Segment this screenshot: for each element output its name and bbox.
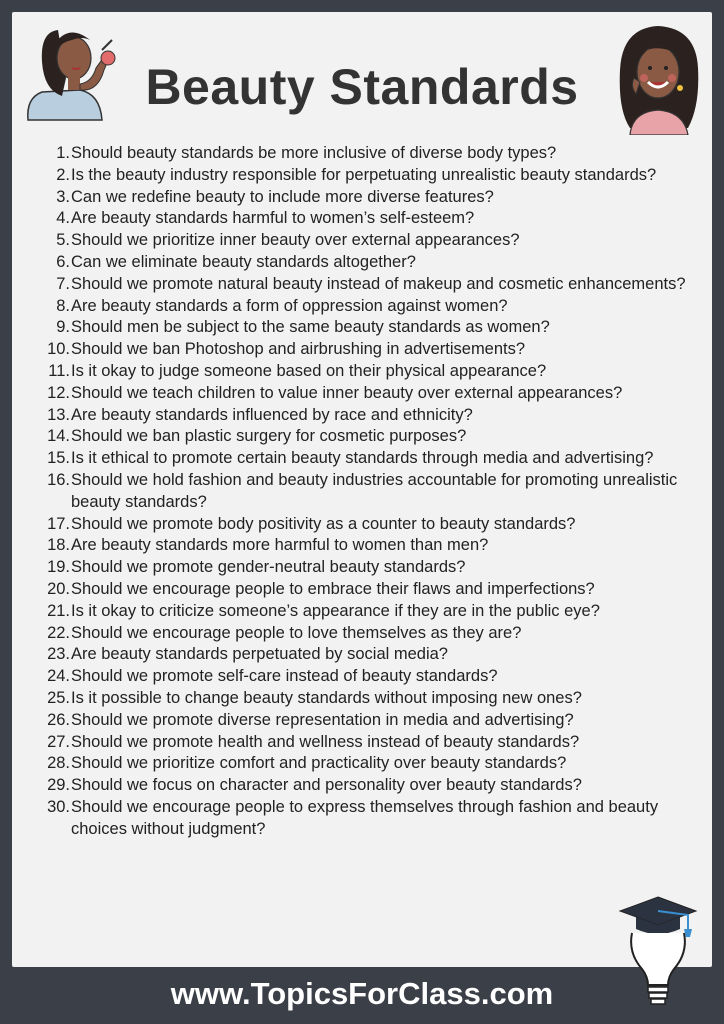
question-number: 19. — [47, 558, 70, 577]
question-text: Should we teach children to value inner beauty over external appearances? — [71, 383, 623, 402]
question-text: Are beauty standards more harmful to women than men? — [71, 536, 489, 555]
question-item — [40, 775, 700, 797]
question-text: Is it okay to judge someone based on their physical appearance? — [71, 361, 547, 380]
question-item — [40, 143, 700, 165]
question-text: Should we promote gender-neutral beauty standards? — [71, 558, 466, 577]
question-text: Are beauty standards perpetuated by social media? — [71, 645, 448, 664]
question-number: 18. — [47, 536, 70, 555]
question-number: 21. — [47, 601, 70, 620]
question-item — [40, 274, 700, 296]
question-item — [40, 579, 700, 601]
question-item — [40, 448, 700, 470]
question-text: Should we ban Photoshop and airbrushing in advertisements? — [71, 340, 526, 359]
question-text: Should we promote health and wellness instead of beauty standards? — [71, 732, 580, 751]
question-number: 1. — [56, 144, 70, 162]
question-number: 12. — [47, 383, 70, 402]
question-number: 23. — [47, 645, 70, 664]
question-text: Are beauty standards a form of oppression against women? — [71, 296, 508, 315]
question-item — [40, 296, 700, 318]
page-title: Beauty Standards — [145, 59, 579, 115]
question-number: 5. — [56, 231, 70, 250]
question-number: 2. — [56, 165, 70, 184]
question-text: Should we promote diverse representation in media and advertising? — [71, 710, 574, 729]
question-number: 3. — [56, 187, 70, 206]
question-text: Can we redefine beauty to include more diverse features? — [71, 187, 494, 206]
question-item — [40, 317, 700, 339]
question-item — [40, 383, 700, 405]
question-text: Should we encourage people to love themselves as they are? — [71, 623, 522, 642]
question-number: 7. — [56, 274, 70, 293]
question-item — [40, 557, 700, 579]
question-text: Should we promote natural beauty instead of makeup and cosmetic enhancements? — [71, 274, 686, 293]
question-item — [40, 252, 700, 274]
question-text: Should men be subject to the same beauty standards as women? — [71, 318, 550, 337]
question-list — [40, 143, 700, 841]
question-text: Should we focus on character and personality over beauty standards? — [71, 776, 582, 795]
question-item — [40, 535, 700, 557]
question-number: 20. — [47, 579, 70, 598]
question-text: Are beauty standards influenced by race and ethnicity? — [71, 405, 473, 424]
question-item — [40, 514, 700, 536]
question-text: Should we promote self-care instead of beauty standards? — [71, 667, 498, 686]
question-item — [40, 623, 700, 645]
question-text: Should we hold fashion and beauty industries accountable for promoting unrealistic beauty standards? — [71, 470, 678, 511]
question-text: Is the beauty industry responsible for perpetuating unrealistic beauty standards? — [71, 165, 657, 184]
question-number: 26. — [47, 710, 70, 729]
question-item — [40, 165, 700, 187]
question-number: 17. — [47, 514, 70, 533]
question-number: 24. — [47, 667, 70, 686]
question-item — [40, 710, 700, 732]
question-item — [40, 470, 700, 514]
question-number: 11. — [48, 361, 70, 380]
question-number: 15. — [47, 449, 70, 468]
question-number: 22. — [47, 623, 70, 642]
question-item — [40, 797, 700, 841]
question-item — [40, 405, 700, 427]
question-text: Are beauty standards harmful to women’s self-esteem? — [71, 209, 475, 228]
question-number: 14. — [47, 427, 70, 446]
question-text: Should we ban plastic surgery for cosmetic purposes? — [71, 427, 467, 446]
question-number: 6. — [56, 252, 70, 271]
question-text: Is it ethical to promote certain beauty standards through media and advertising? — [71, 449, 654, 468]
question-number: 29. — [47, 776, 70, 795]
question-number: 13. — [47, 405, 70, 424]
question-number: 27. — [47, 732, 70, 751]
question-item — [40, 732, 700, 754]
question-item — [40, 208, 700, 230]
question-item — [40, 666, 700, 688]
question-item — [40, 601, 700, 623]
question-number: 25. — [47, 688, 70, 707]
question-item — [40, 688, 700, 710]
question-text: Should we prioritize comfort and practicality over beauty standards? — [71, 754, 567, 773]
question-item — [40, 230, 700, 252]
question-number: 9. — [56, 318, 70, 337]
question-text: Should beauty standards be more inclusive of diverse body types? — [71, 144, 557, 162]
question-text: Should we prioritize inner beauty over external appearances? — [71, 231, 520, 250]
question-item — [40, 644, 700, 666]
question-item — [40, 339, 700, 361]
question-number: 16. — [47, 470, 70, 489]
question-text: Should we promote body positivity as a counter to beauty standards? — [71, 514, 576, 533]
question-number: 30. — [47, 797, 70, 816]
question-text: Should we encourage people to embrace their flaws and imperfections? — [71, 579, 595, 598]
question-item — [40, 187, 700, 209]
footer-url: www.TopicsForClass.com — [170, 976, 554, 1011]
question-text: Is it possible to change beauty standards without imposing new ones? — [71, 688, 582, 707]
question-number: 10. — [47, 340, 70, 359]
question-number: 8. — [56, 296, 70, 315]
question-number: 4. — [56, 209, 70, 228]
question-item — [40, 753, 700, 775]
question-number: 28. — [47, 754, 70, 773]
question-text: Can we eliminate beauty standards altogether? — [71, 252, 416, 271]
question-item — [40, 426, 700, 448]
question-item — [40, 361, 700, 383]
question-text: Should we encourage people to express themselves through fashion and beauty choices without judgment? — [71, 797, 659, 838]
question-text: Is it okay to criticize someone’s appearance if they are in the public eye? — [71, 601, 600, 620]
